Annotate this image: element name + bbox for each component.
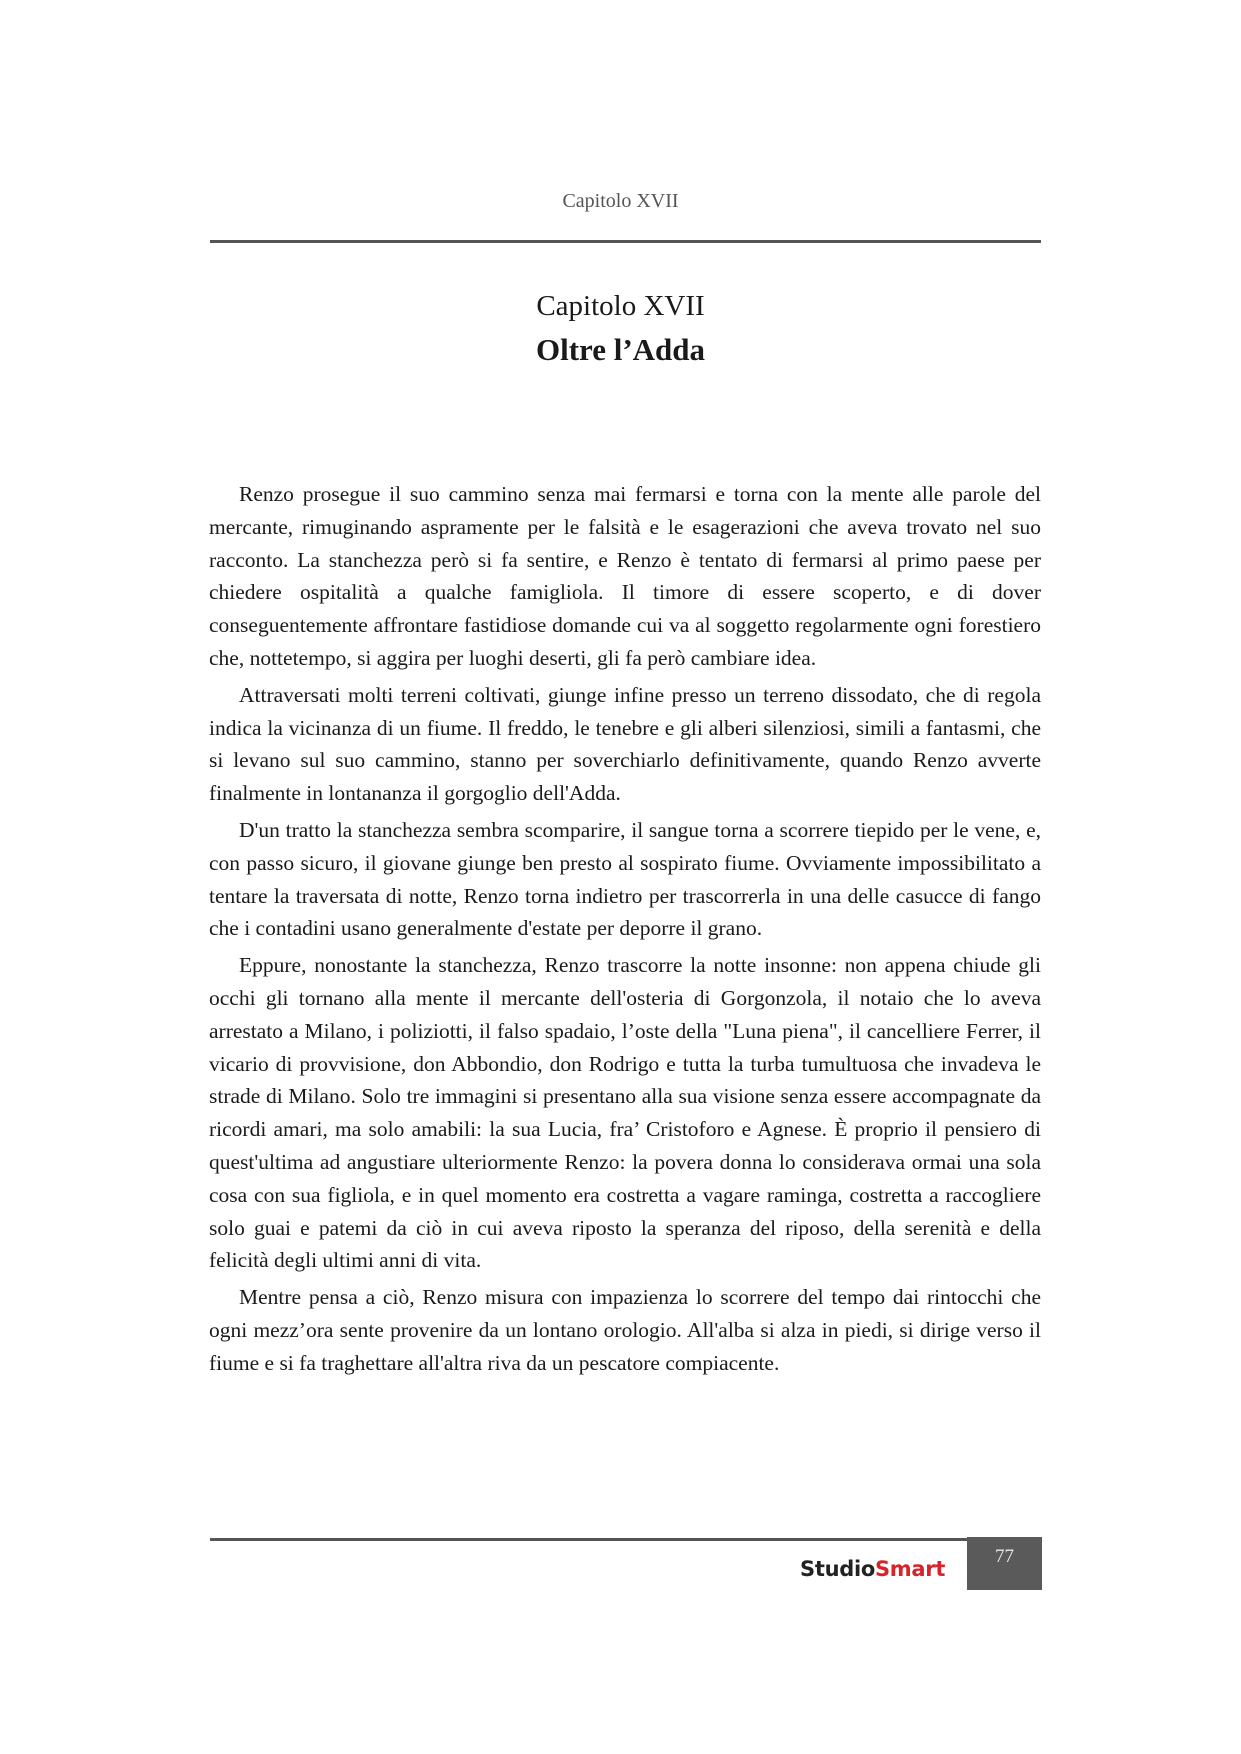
running-head: Capitolo XVII bbox=[562, 190, 679, 212]
page-number: 77 bbox=[967, 1537, 1042, 1590]
paragraph: Attraversati molti terreni coltivati, giunge infine presso un terreno dissodato, che di regola indica la vicinanza di un fiume. Il freddo, le tenebre e gli alberi silenziosi, simili a fantasmi, che si levano sul suo cammino, stanno per soverchiarlo definitivamente, quando Renzo avverte finalmente in lontananza il gorgoglio dell'Adda. bbox=[209, 682, 1041, 806]
header-rule bbox=[210, 240, 1041, 243]
paragraph: D'un tratto la stanchezza sembra scomparire, il sangue torna a scorrere tiepido per le vene, e, con passo sicuro, il giovane giunge ben presto al sospirato fiume. Ovviamente impossibilitato a tentare la traversata di notte, Renzo torna indietro per trascorrerla in una delle casucce di fango che i contadini usano generalmente d'estate per deporre il grano. bbox=[209, 817, 1041, 941]
chapter-title: Oltre l’Adda bbox=[535, 332, 706, 367]
paragraph: Renzo prosegue il suo cammino senza mai fermarsi e torna con la mente alle parole del mercante, rimuginando aspramente per le falsità e le esagerazioni che aveva trovato nel suo racconto. La stanchezza però si fa sentire, e Renzo è tentato di fermarsi al primo paese per chiedere ospitalità a qualche famigliola. Il timore di essere scoperto, e di dover conseguentemente affrontare fastidiose domande cui va al soggetto regolarmente ogni forestiero che, nottetempo, si aggira per luoghi deserti, gli fa però cambiare idea. bbox=[209, 482, 1041, 670]
footer-rule bbox=[210, 1538, 967, 1541]
body-text bbox=[209, 478, 1041, 1384]
paragraph: Eppure, nonostante la stanchezza, Renzo trascorre la notte insonne: non appena chiude gli occhi gli tornano alla mente il mercante dell'osteria di Gorgonzola, il notaio che lo aveva arrestato a Milano, i poliziotti, il falso spadaio, l’oste della "Luna piena", il cancelliere Ferrer, il vicario di provvisione, don Abbondio, don Rodrigo e tutta la turba tumultuosa che invadeva le strade di Milano. Solo tre immagini si presentano alla sua visione senza essere accompagnate da ricordi amari, ma solo amabili: la sua Lucia, fra’ Cristoforo e Agnese. È proprio il pensiero di quest'ultima ad angustiare ulteriormente Renzo: la povera donna lo considerava ormai una sola cosa con sua figliola, e in quel momento era costretta a vagare raminga, costretta a raccogliere solo guai e patemi da ciò in cui aveva riposto la speranza del riposo, della serenità e della felicità degli ultimi anni di vita. bbox=[209, 953, 1041, 1273]
paragraph: Mentre pensa a ciò, Renzo misura con impazienza lo scorrere del tempo dai rintocchi che ogni mezz’ora sente provenire da un lontano orologio. All'alba si alza in piedi, si dirige verso il fiume e si fa traghettare all'altra riva da un pescatore compiacente. bbox=[209, 1285, 1041, 1375]
logo-text-smart: Smart bbox=[874, 1557, 946, 1581]
studiosmart-logo bbox=[800, 1555, 946, 1583]
logo-text-studio: Studio bbox=[800, 1557, 875, 1581]
chapter-label: Capitolo XVII bbox=[536, 290, 705, 322]
